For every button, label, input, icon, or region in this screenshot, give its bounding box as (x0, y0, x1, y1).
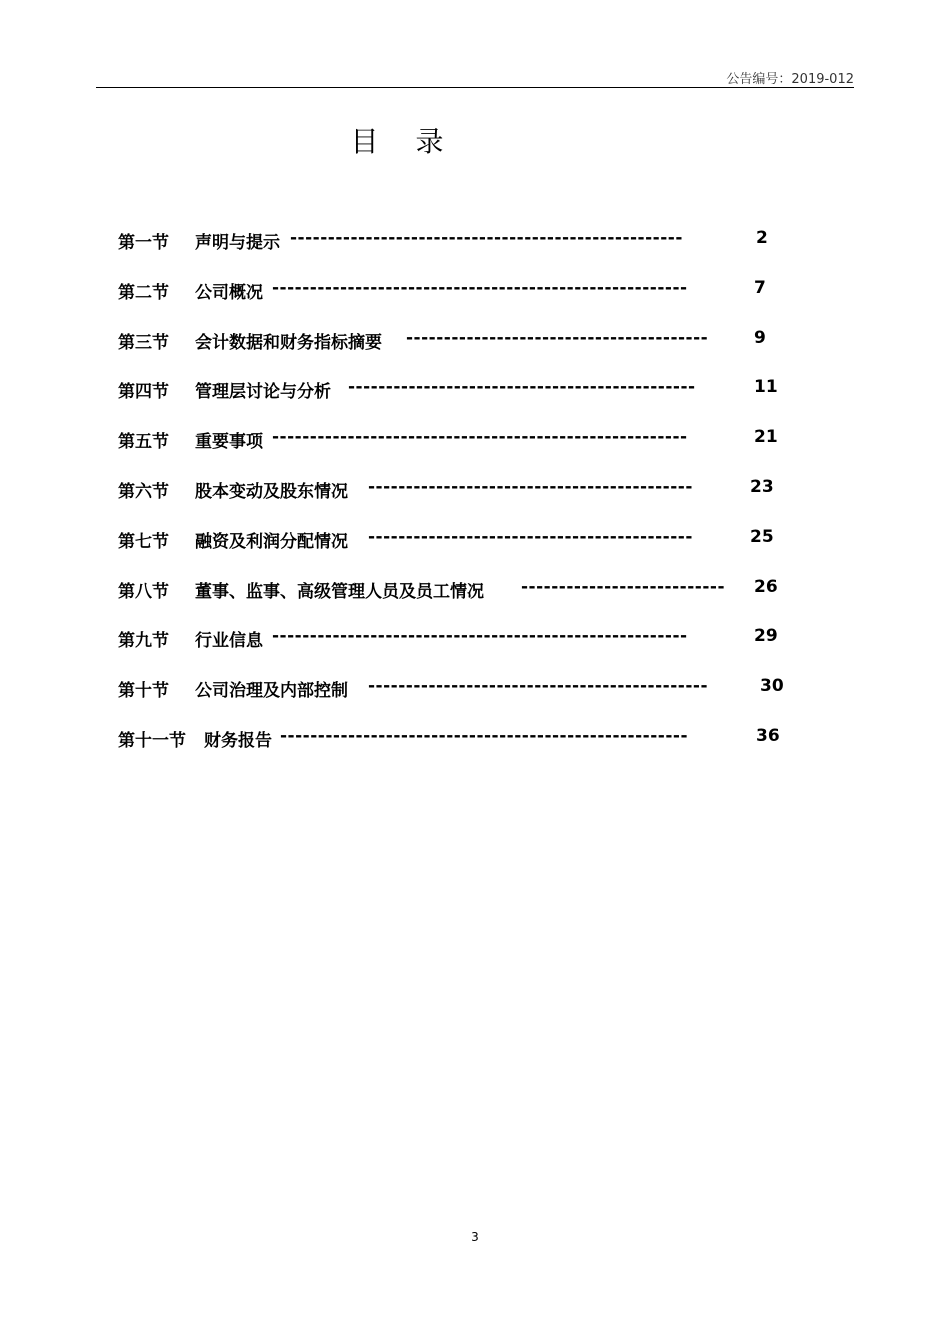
toc-leader: ------------------------------------------------------ (280, 725, 689, 746)
toc-section: 第五节 (118, 432, 169, 453)
toc-page: 29 (754, 626, 778, 647)
toc-entry[interactable] (118, 226, 798, 276)
toc-leader: ------------------------------------------- (368, 476, 693, 497)
toc-section: 第七节 (118, 531, 169, 552)
toc-leader: ------------------------------------------------------- (272, 427, 688, 448)
toc-entry[interactable] (118, 326, 798, 376)
toc-title: 行业信息 (195, 631, 263, 652)
toc-entry[interactable] (118, 375, 798, 425)
toc-page: 23 (750, 476, 774, 497)
toc-entry[interactable] (118, 425, 798, 475)
toc-section: 第三节 (118, 332, 169, 353)
toc-page: 11 (754, 377, 778, 398)
toc-entry[interactable] (118, 276, 798, 326)
toc-entry[interactable] (118, 525, 798, 575)
toc-title: 重要事项 (195, 432, 263, 453)
toc-title: 财务报告 (204, 730, 272, 751)
toc-page: 30 (760, 676, 784, 697)
toc-leader: ------------------------------------------- (368, 526, 693, 547)
toc-title: 声明与提示 (195, 233, 280, 253)
toc-leader: ---------------------------------------- (406, 327, 709, 348)
toc-leader: --------------------------------------------- (368, 676, 709, 697)
toc-entry[interactable] (118, 575, 798, 625)
toc-section: 第九节 (118, 631, 169, 652)
toc-leader: ---------------------------------------------------- (290, 228, 683, 248)
page-number: 3 (471, 1230, 479, 1244)
toc-section: 第十节 (118, 681, 169, 702)
header-rule (96, 87, 854, 88)
toc-leader: ------------------------------------------------------- (272, 626, 688, 647)
header-announcement-number: 公告编号：2019-012 (726, 72, 854, 87)
toc-title: 股本变动及股东情况 (195, 481, 348, 502)
toc-page: 21 (754, 427, 778, 448)
table-of-contents (118, 226, 798, 774)
toc-page: 9 (754, 327, 766, 348)
page-title: 目 录 (350, 125, 458, 158)
toc-page: 25 (750, 526, 774, 547)
toc-page: 7 (754, 277, 766, 298)
toc-page: 36 (756, 725, 780, 746)
toc-leader: ------------------------------------------------------- (272, 277, 688, 298)
toc-leader: --------------------------- (521, 576, 726, 597)
toc-section: 第六节 (118, 481, 169, 502)
toc-page: 26 (754, 576, 778, 597)
toc-leader: ---------------------------------------------- (348, 377, 696, 398)
toc-section: 第八节 (118, 581, 169, 602)
toc-entry[interactable] (118, 475, 798, 525)
toc-title: 公司概况 (195, 282, 263, 303)
toc-section: 第十一节 (118, 730, 186, 751)
toc-entry[interactable] (118, 624, 798, 674)
toc-section: 第一节 (118, 233, 169, 253)
toc-title: 会计数据和财务指标摘要 (195, 332, 382, 353)
toc-section: 第四节 (118, 382, 169, 403)
toc-page: 2 (756, 228, 768, 248)
toc-title: 管理层讨论与分析 (195, 382, 331, 403)
toc-entry[interactable] (118, 674, 798, 724)
toc-title: 公司治理及内部控制 (195, 681, 348, 702)
toc-title: 融资及利润分配情况 (195, 531, 348, 552)
toc-section: 第二节 (118, 282, 169, 303)
toc-entry[interactable] (118, 724, 798, 774)
toc-title: 董事、监事、高级管理人员及员工情况 (195, 581, 484, 602)
